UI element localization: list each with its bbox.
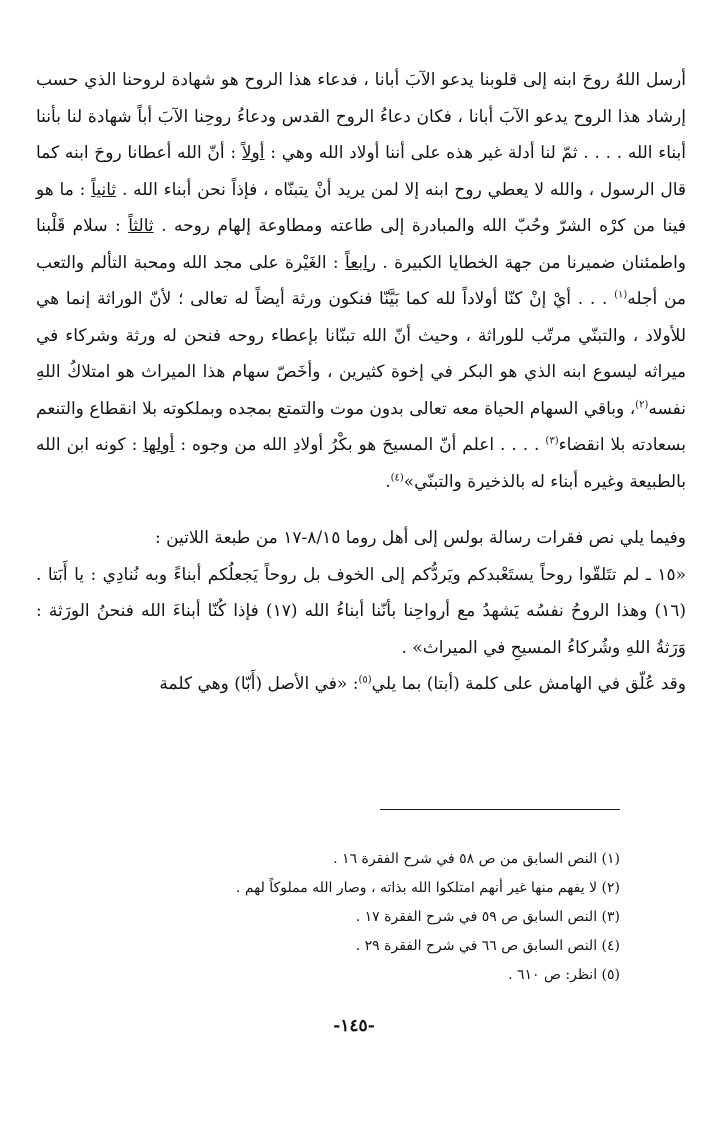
page-number: -١٤٥- <box>333 1016 375 1036</box>
enumeration-label-firstof: أولها <box>143 435 175 455</box>
text-segment: : «في الأصل (أَبّا) وهي كلمة <box>159 674 359 694</box>
enumeration-label-first: أولاً <box>241 143 265 163</box>
footnote-4: (٤) النص السابق ص ٦٦ في شرح الفقرة ٢٩ . <box>355 938 620 954</box>
footnote-ref-4: (٤) <box>390 471 404 483</box>
enumeration-label-third: ثالثاً <box>128 216 154 236</box>
text-segment: : الغَيْرة على مجد الله ومحبة التألم والتعب من أجله <box>36 252 686 309</box>
text-segment: وقد عُلّق في الهامش على كلمة (أبتا) بما يلي <box>371 674 686 694</box>
text-segment: أرسل اللهُ روحَ ابنه إلى قلوبنا يدعو الآبَ أبانا ، فدعاء هذا الروح هو شهادة لروحنا الذي حسب إرشاد هذا الروح يدعو الآبَ أبانا ، فكان دعاءُ الروح القدس ودعاءُ روحِنا الآبَ أباً شهادة لنا بأننا أبناء الله . . . . ثمّ لنا أدلة غير هذه على أننا أولاد الله وهي : <box>36 70 687 163</box>
text-segment: . <box>385 471 391 492</box>
text-segment: ، وباقي السهام الحياة معه تعالى بدون موت والتمتع بمجده وبملكوته بلا انقطاع والتنعم بسعادته بلا انقضاء <box>36 398 687 455</box>
footnote-1: (١) النص السابق من ص ٥٨ في شرح الفقرة ١٦ . <box>333 851 620 867</box>
footnote-ref-1: (١) <box>614 289 628 301</box>
enumeration-label-fourth: رابعاً <box>344 252 377 273</box>
enumeration-label-second: ثانياً <box>91 179 117 200</box>
main-text <box>36 62 686 703</box>
footnote-2: (٢) لا يفهم منها غير أنهم امتلكوا الله بذاته ، وصار الله مملوكاً لهم . <box>235 880 620 896</box>
footnote-3: (٣) النص السابق ص ٥٩ في شرح الفقرة ١٧ . <box>355 909 620 925</box>
footnote-ref-5: (٥) <box>358 674 372 686</box>
footnote-5: (٥) انظر: ص ٦١٠ . <box>508 967 620 983</box>
footnote-divider <box>380 809 620 810</box>
text-segment: . . . . اعلم أنّ المسيحَ هو بكْرُ أولادِ الله من وجوه : <box>180 435 540 455</box>
text-segment: : سلام قَلْبنا واطمئنان ضميرنا من جهة الخطايا الكبيرة . <box>36 216 687 273</box>
footnote-ref-3: (٣) <box>545 435 559 447</box>
text-segment: . . . أيْ إنْ كنّا أولاداً لله كما بَيَّنّا فنكون ورثة أيضاً له تعالى ؛ لأنّ الوراثة إنما هي للأولاد ، والتبنّي مرتّب للوراثة ، وحيث أنّ الله تبنّانا بإعطاء روحه فنحن له ورثة وشركاء في ميراثه ليسوع ابنه الذي هو البكر في إخوة كثيرين ، وأخَصّ سهام هذا الميراث هو امتلاكُ اللهِ نفسه <box>36 289 686 419</box>
text-segment: : كونه ابن الله بالطبيعة وغيره أبناء له بالذخيرة والتبنّي» <box>36 435 686 492</box>
paragraph-1 <box>36 62 686 500</box>
footnote-ref-2: (٢) <box>635 398 649 410</box>
paragraph-4 <box>36 666 686 703</box>
paragraph-2: وفيما يلي نص فقرات رسالة بولس إلى أهل روما ٨/١٥-١٧ من طبعة اللاتين : <box>154 528 686 548</box>
paragraph-3-quote: «١٥ ـ لم تتَلقّوا روحاً يستَعْبدكم ويَردُّكم إلى الخوف بل روحاً يَجعلُكم أبناءً وبه نُنادِي : يا أَبَتا . (١٦) وهذا الروحُ نفسُه يَشهدُ مع أرواحِنا بأنّنا أبناءُ الله (١٧) فإذا كُنّا أبناءَ الله فنحنُ الورَثة : وَرَثةُ اللهِ وشُركاءُ المسيحِ في الميراث» . <box>36 564 686 658</box>
text-segment: : ما هو فينا من كرْه الشرّ وحُبّ الله والمبادرة إلى طاعته ومطاوعة إلهام روحه . <box>36 179 687 236</box>
footnotes <box>60 845 620 990</box>
text-segment: : أنّ الله أعطانا روحَ ابنه كما قال الرسول ، والله لا يعطي روح ابنه إلا لمن يريد أنْ يتبنّاه ، فإذاً نحن أبناء الله . <box>36 143 686 200</box>
